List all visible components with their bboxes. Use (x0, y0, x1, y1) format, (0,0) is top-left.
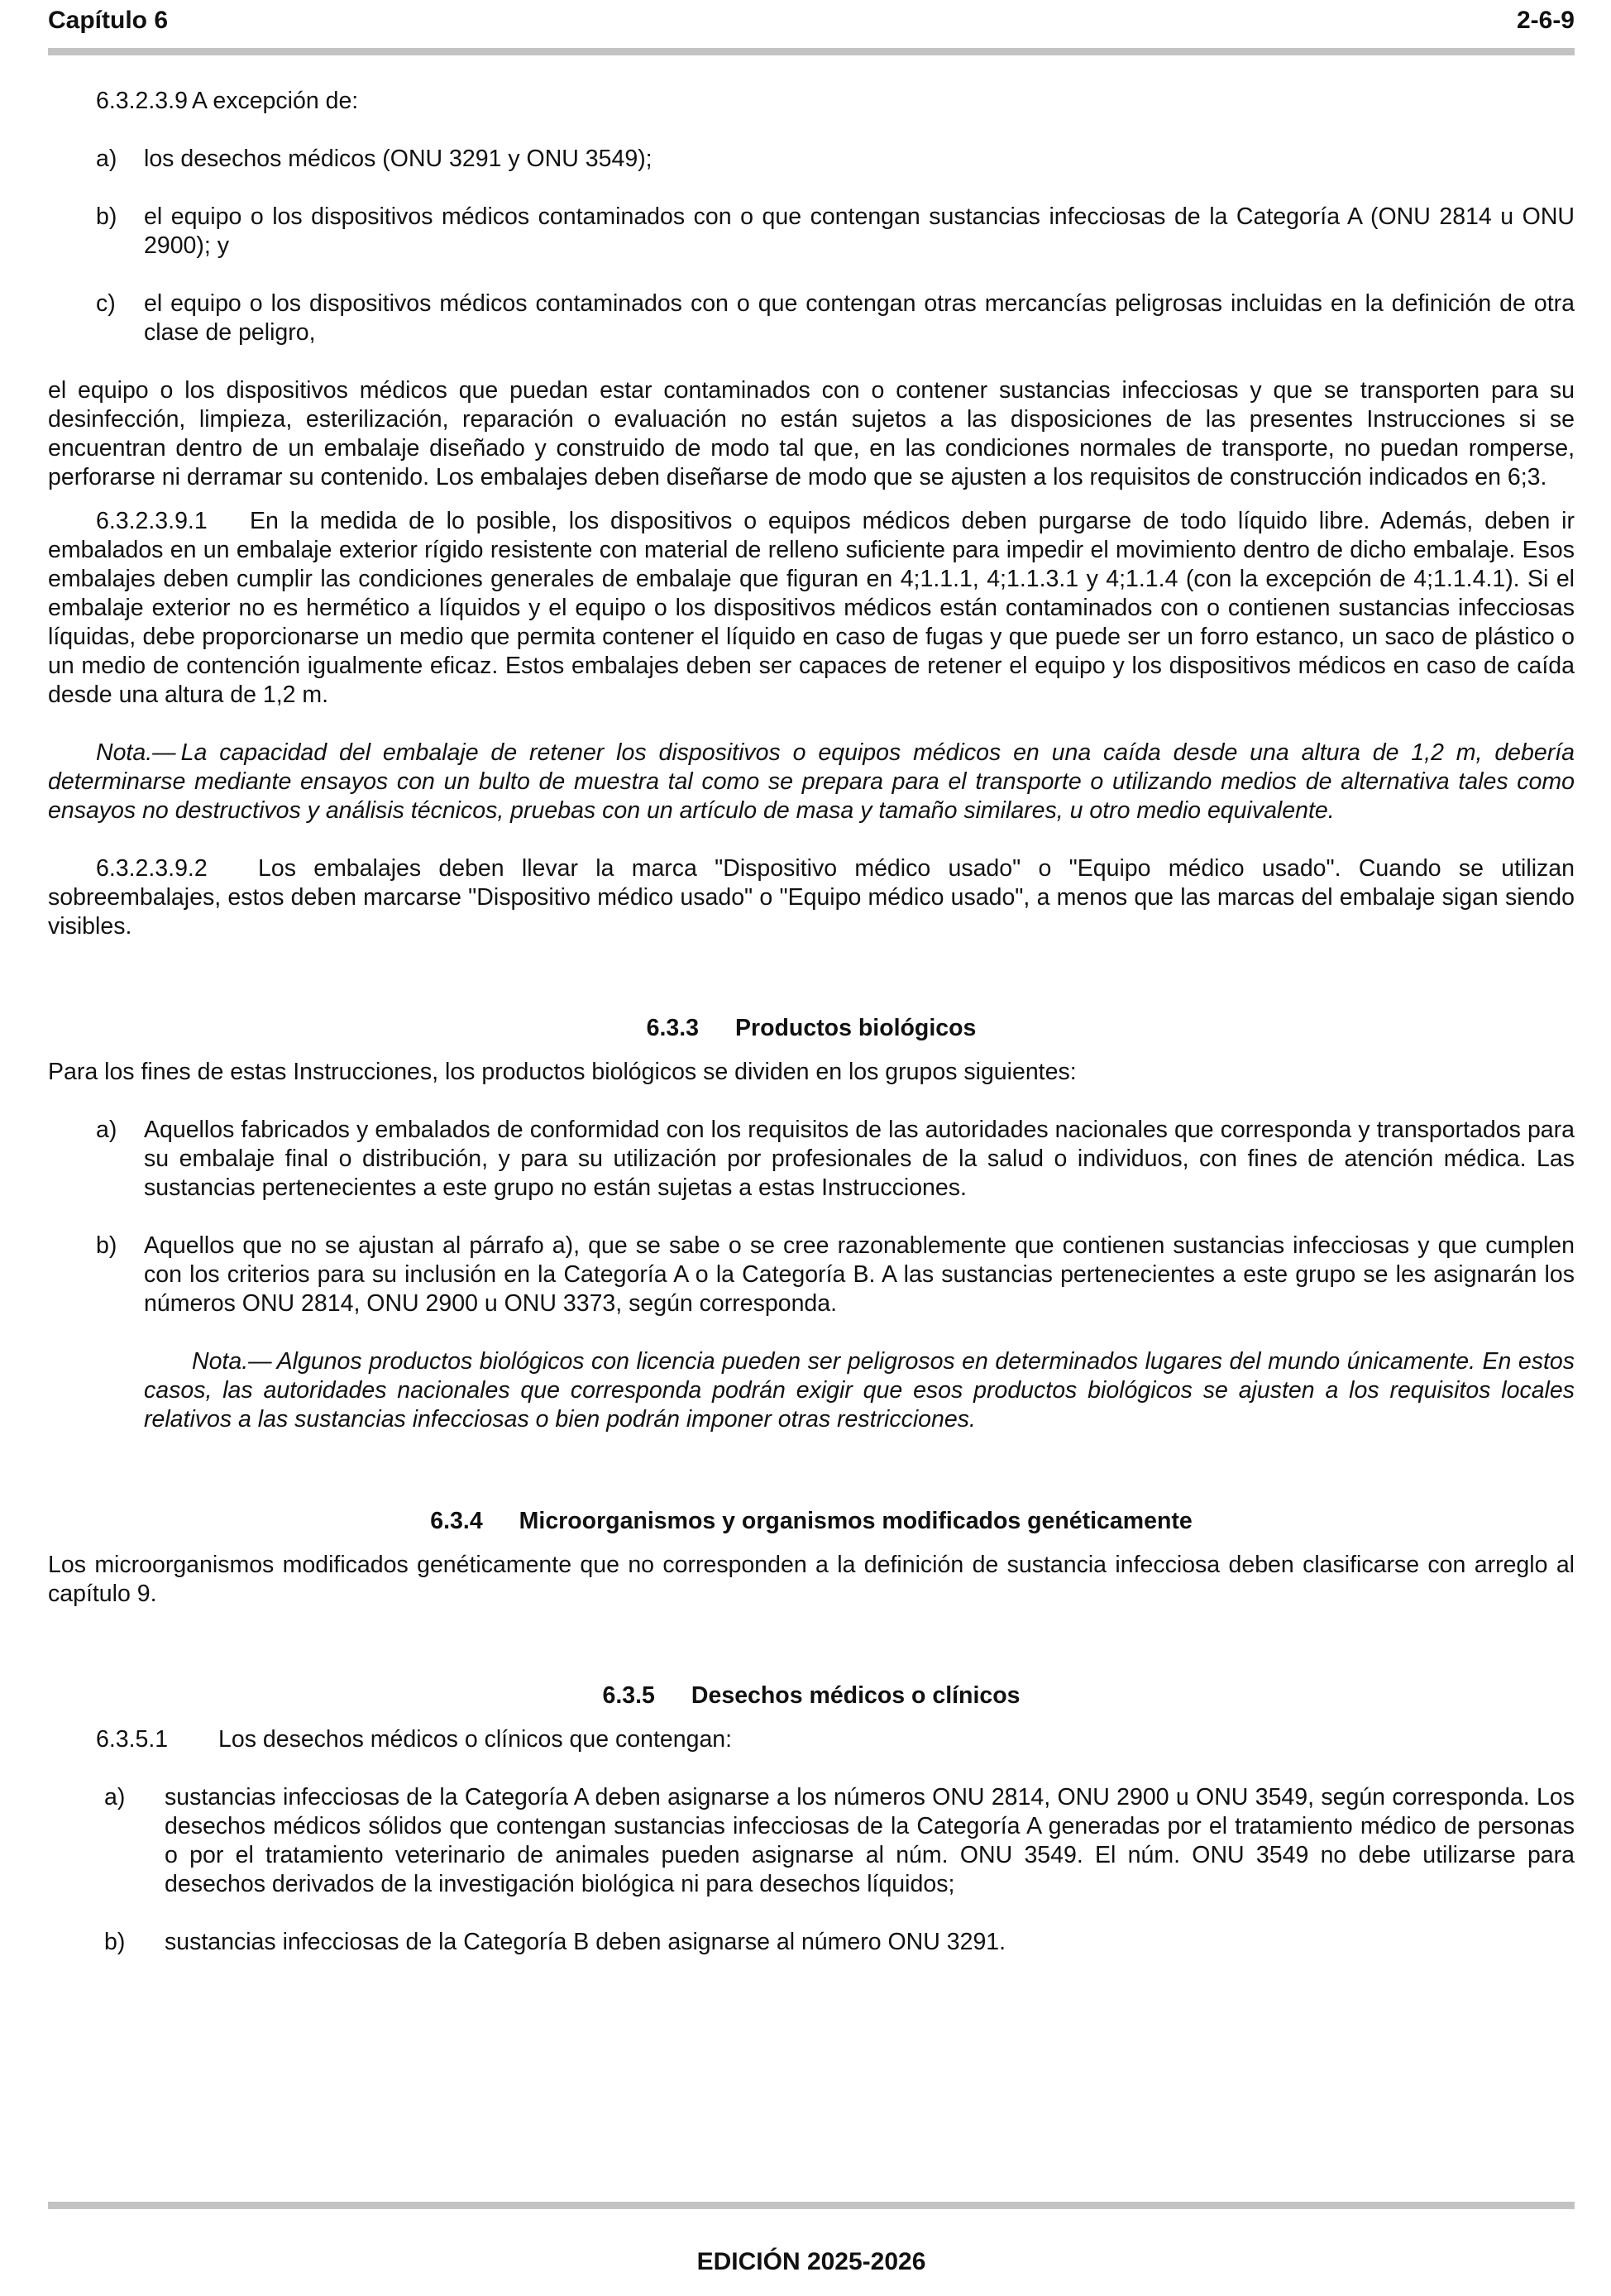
para-632391 (48, 507, 1575, 710)
footer-rule (48, 2202, 1575, 2209)
list-label: a) (104, 1784, 126, 1810)
section-title-text: Microorganismos y organismos modificados genéticamente (519, 1508, 1193, 1534)
para-632392 (48, 854, 1575, 941)
para-63239-body: el equipo o los dispositivos médicos que puedan estar contaminados con o contener sustancias infecciosas y que se transporten para su desinfección, limpieza, esterilización, reparación o evaluación no están sujetos a las disposiciones de las presentes Instrucciones si se encuentran dentro de un embalaje diseñado y construido de modo tal que, en las condiciones normales de transporte, no puedan romperse, perforarse ni derramar su contenido. Los embalajes deben diseñarse de modo que se ajusten a los requisitos de construcción indicados en 6;3. (48, 377, 1575, 490)
note-632391 (48, 739, 1575, 825)
list-item (48, 145, 1575, 174)
section-number: 6.3.3 (646, 1015, 700, 1041)
list-item (48, 1116, 1575, 1203)
list-text: los desechos médicos (ONU 3291 y ONU 3549); (144, 146, 653, 172)
section-number: 6.3.4 (430, 1508, 483, 1534)
section-title-633 (48, 1014, 1575, 1043)
page-header (48, 7, 1575, 40)
list-label: a) (96, 146, 117, 172)
note-633 (144, 1347, 1575, 1434)
section-number: 6.3.5.1 (96, 1726, 169, 1753)
list-item (48, 1783, 1575, 1899)
section-title-635 (48, 1681, 1575, 1710)
para-634: Los microorganismos modificados genéticamente que no corresponden a la definición de sustancia infecciosa deben clasificarse con arreglo al capítulo 9. (48, 1552, 1575, 1607)
footer-edition: EDICIÓN 2025-2026 (696, 2248, 926, 2275)
para-6351-intro (48, 1725, 1575, 1754)
para-633-intro: Para los fines de estas Instrucciones, los productos biológicos se dividen en los grupos siguientes: (48, 1059, 1077, 1085)
section-number: 6.3.2.3.9.1 (96, 508, 208, 534)
section-intro: A excepción de: (192, 88, 359, 114)
list-text: sustancias infecciosas de la Categoría B deben asignarse al número ONU 3291. (165, 1929, 1006, 1955)
list-text: el equipo o los dispositivos médicos contaminados con o que contengan sustancias infecciosas de la Categoría A (ONU 2814 u ONU 2900); y (144, 203, 1575, 259)
para-63239-intro (48, 87, 1575, 116)
list-text: sustancias infecciosas de la Categoría A deben asignarse a los números ONU 2814, ONU 2900 u ONU 3549, según corresponda. Los desechos médicos sólidos que contengan sustancias infecciosas de la Categoría A generadas por el tratamiento médico de personas o por el tratamiento veterinario de animales pueden asignarse al núm. ONU 3549. El núm. ONU 3549 no debe utilizarse para desechos derivados de la investigación biológica ni para desechos líquidos; (165, 1784, 1575, 1897)
list-label: b) (96, 203, 117, 230)
section-title-634 (48, 1507, 1575, 1536)
list-item (48, 1928, 1575, 1957)
note-text: Algunos productos biológicos con licencia pueden ser peligrosos en determinados lugares del mundo únicamente. En estos casos, las autoridades nacionales que corresponda podrán exigir que esos productos biológicos se ajusten a los requisitos locales relativos a las sustancias infecciosas o bien podrán imponer otras restricciones. (144, 1348, 1575, 1433)
chapter-label: Capítulo 6 (48, 7, 169, 34)
list-text: Aquellos que no se ajustan al párrafo a), que se sabe o se cree razonablemente que contienen sustancias infecciosas y que cumplen con los criterios para su inclusión en la Categoría A o la Categoría B. A las sustancias pertenecientes a este grupo se les asignarán los números ONU 2814, ONU 2900 u ONU 3373, según corresponda. (144, 1232, 1575, 1317)
page-body (48, 87, 1575, 1957)
note-lead: Nota.— (192, 1348, 272, 1375)
list-label: b) (96, 1232, 117, 1259)
section-number: 6.3.2.3.9 (96, 88, 188, 114)
list-text: el equipo o los dispositivos médicos contaminados con o que contengan otras mercancías peligrosas incluidas en la definición de otra clase de peligro, (144, 290, 1575, 346)
list-label: b) (104, 1929, 126, 1955)
page-number: 2-6-9 (1516, 7, 1575, 34)
note-text: La capacidad del embalaje de retener los dispositivos o equipos médicos en una caída desde una altura de 1,2 m, debería determinarse mediante ensayos con un bulto de muestra tal como se prepara para el transporte o utilizando medios de alternativa tales como ensayos no destructivos y análisis técnicos, pruebas con un artículo de masa y tamaño similares, u otro medio equivalente. (48, 739, 1575, 824)
section-title-text: Desechos médicos o clínicos (691, 1682, 1021, 1709)
document-page (48, 0, 1575, 2296)
note-lead: Nota.— (96, 739, 176, 766)
section-intro: Los desechos médicos o clínicos que contengan: (218, 1726, 733, 1753)
list-item (48, 289, 1575, 347)
section-text: En la medida de lo posible, los dispositivos o equipos médicos deben purgarse de todo líquido libre. Además, deben ir embalados en un embalaje exterior rígido resistente con material de relleno suficiente para impedir el movimiento dentro de dicho embalaje. Esos embalajes deben cumplir las condiciones generales de embalaje que figuran en 4;1.1.1, 4;1.1.3.1 y 4;1.1.4 (con la excepción de 4;1.1.4.1). Si el embalaje exterior no es hermético a líquidos y el equipo o los dispositivos médicos están contaminados con o contienen sustancias infecciosas líquidas, debe proporcionarse un medio que permita contener el líquido en caso de fugas y que puede ser un forro estanco, un saco de plástico o un medio de contención igualmente eficaz. Estos embalajes deben ser capaces de retener el equipo y los dispositivos médicos en caso de caída desde una altura de 1,2 m. (48, 508, 1575, 708)
section-number: 6.3.2.3.9.2 (96, 855, 208, 882)
list-label: c) (96, 290, 116, 317)
list-item (48, 203, 1575, 261)
section-number: 6.3.5 (602, 1682, 655, 1709)
list-item (48, 1232, 1575, 1318)
list-text: Aquellos fabricados y embalados de conformidad con los requisitos de las autoridades nacionales que corresponda y transportados para su embalaje final o distribución, y para su utilización por profesionales de la salud o individuos, con fines de atención médica. Las sustancias pertenecientes a este grupo no están sujetas a estas Instrucciones. (144, 1117, 1575, 1201)
section-text: Los embalajes deben llevar la marca "Dispositivo médico usado" o "Equipo médico usado". Cuando se utilizan sobreembalajes, estos deben marcarse "Dispositivo médico usado" o "Equipo médico usado", a menos que las marcas del embalaje sigan siendo visibles. (48, 855, 1575, 940)
section-title-text: Productos biológicos (735, 1015, 977, 1041)
list-label: a) (96, 1117, 117, 1143)
header-rule (48, 48, 1575, 55)
